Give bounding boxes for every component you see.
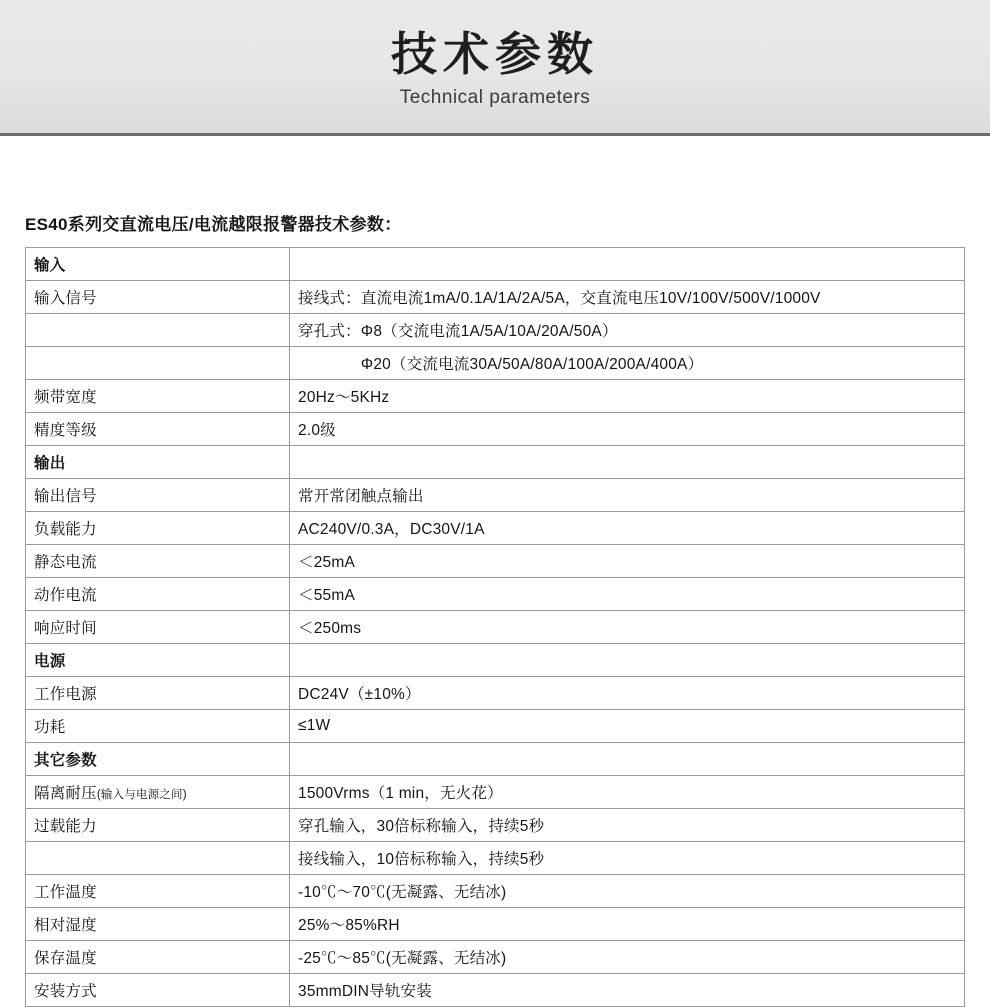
table-cell-value: 穿孔输入，30倍标称输入，持续5秒 xyxy=(290,809,965,842)
table-cell-label xyxy=(26,842,290,875)
table-cell-label: 过载能力 xyxy=(26,809,290,842)
table-cell-label: 负载能力 xyxy=(26,512,290,545)
table-cell-value: DC24V（±10%） xyxy=(290,677,965,710)
table-row xyxy=(26,908,965,941)
content-area xyxy=(0,210,990,1007)
table-cell-value: 35mmDIN导轨安装 xyxy=(290,974,965,1007)
table-row xyxy=(26,281,965,314)
table-row xyxy=(26,941,965,974)
table-row xyxy=(26,347,965,380)
table-row xyxy=(26,611,965,644)
table-cell-value: -25℃～85℃(无凝露、无结冰) xyxy=(290,941,965,974)
table-section-row xyxy=(26,248,965,281)
table-cell-label: 工作电源 xyxy=(26,677,290,710)
page-banner xyxy=(0,0,990,136)
specifications-table xyxy=(25,247,965,1007)
table-cell-label xyxy=(26,347,290,380)
table-cell-label: 输出信号 xyxy=(26,479,290,512)
table-cell-value: ＜250ms xyxy=(290,611,965,644)
table-row xyxy=(26,776,965,809)
table-cell-value xyxy=(290,644,965,677)
table-row xyxy=(26,380,965,413)
table-cell-value: 常开常闭触点输出 xyxy=(290,479,965,512)
table-cell-label: 电源 xyxy=(26,644,290,677)
table-cell-value: AC240V/0.3A，DC30V/1A xyxy=(290,512,965,545)
table-cell-label: 频带宽度 xyxy=(26,380,290,413)
page-subtitle: Technical parameters xyxy=(399,86,591,108)
table-row xyxy=(26,413,965,446)
table-row xyxy=(26,710,965,743)
table-cell-label: 安装方式 xyxy=(26,974,290,1007)
table-cell-label: 隔离耐压(输入与电源之间) xyxy=(26,776,290,809)
table-cell-value: ＜25mA xyxy=(290,545,965,578)
table-cell-value: 2.0级 xyxy=(290,413,965,446)
table-cell-value: 穿孔式：Φ8（交流电流1A/5A/10A/20A/50A） xyxy=(290,314,965,347)
table-cell-value: Φ20（交流电流30A/50A/80A/100A/200A/400A） xyxy=(290,347,965,380)
table-row xyxy=(26,809,965,842)
table-cell-value: -10℃～70℃(无凝露、无结冰) xyxy=(290,875,965,908)
table-cell-value xyxy=(290,743,965,776)
table-cell-value: ＜55mA xyxy=(290,578,965,611)
table-cell-value xyxy=(290,446,965,479)
table-cell-label: 静态电流 xyxy=(26,545,290,578)
table-cell-value: 1500Vrms（1 min，无火花） xyxy=(290,776,965,809)
table-cell-label: 工作温度 xyxy=(26,875,290,908)
table-cell-label: 输出 xyxy=(26,446,290,479)
table-cell-value: 接线式：直流电流1mA/0.1A/1A/2A/5A，交直流电压10V/100V/500V/1000V xyxy=(290,281,965,314)
table-row xyxy=(26,545,965,578)
table-cell-label: 精度等级 xyxy=(26,413,290,446)
page-title: 技术参数 xyxy=(391,28,599,81)
table-cell-label-note: (输入与电源之间) xyxy=(96,788,187,801)
table-row xyxy=(26,578,965,611)
table-cell-label xyxy=(26,314,290,347)
spec-table-body xyxy=(26,248,965,1007)
spec-table-caption: ES40系列交直流电压/电流越限报警器技术参数： xyxy=(25,215,402,234)
table-section-row xyxy=(26,743,965,776)
table-cell-value: 25%～85%RH xyxy=(290,908,965,941)
table-row xyxy=(26,842,965,875)
table-cell-value: ≤1W xyxy=(290,710,965,743)
table-row xyxy=(26,875,965,908)
table-cell-label: 相对湿度 xyxy=(26,908,290,941)
table-cell-label: 其它参数 xyxy=(26,743,290,776)
table-cell-value xyxy=(290,248,965,281)
table-cell-label: 输入 xyxy=(26,248,290,281)
table-section-row xyxy=(26,446,965,479)
table-cell-label: 输入信号 xyxy=(26,281,290,314)
table-row xyxy=(26,479,965,512)
table-cell-label: 保存温度 xyxy=(26,941,290,974)
table-row xyxy=(26,512,965,545)
table-cell-value: 接线输入，10倍标称输入，持续5秒 xyxy=(290,842,965,875)
table-section-row xyxy=(26,644,965,677)
table-cell-label: 动作电流 xyxy=(26,578,290,611)
table-row xyxy=(26,677,965,710)
table-cell-label: 功耗 xyxy=(26,710,290,743)
table-row xyxy=(26,974,965,1007)
table-cell-value: 20Hz～5KHz xyxy=(290,380,965,413)
table-cell-label: 响应时间 xyxy=(26,611,290,644)
table-row xyxy=(26,314,965,347)
